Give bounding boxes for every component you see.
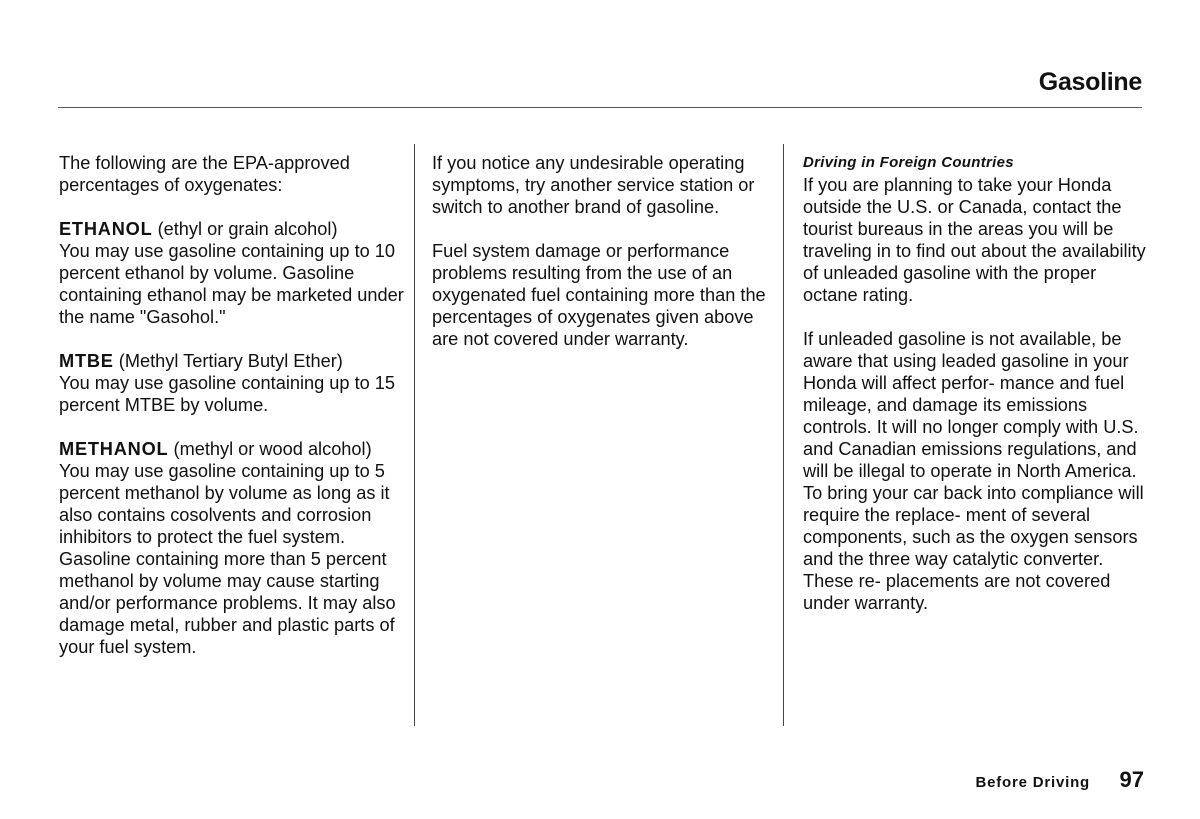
column-foreign-countries — [803, 152, 1148, 614]
warranty-paragraph: Fuel system damage or performance problems resulting from the use of an oxygenated fuel containing more than the percentages of oxygenates given above are not covered under warranty. — [432, 241, 766, 349]
mtbe-qualifier: (Methyl Tertiary Butyl Ether) — [113, 351, 343, 371]
methanol-entry — [59, 438, 409, 658]
foreign-countries-subhead: Driving in Foreign Countries — [803, 154, 1014, 171]
ethanol-qualifier: (ethyl or grain alcohol) — [152, 219, 338, 239]
page-number: 97 — [1119, 767, 1144, 792]
column-divider-left — [414, 144, 415, 726]
mtbe-entry — [59, 350, 409, 416]
footer-section-name: Before Driving — [975, 774, 1090, 791]
ethanol-entry — [59, 218, 409, 328]
mtbe-body: You may use gasoline containing up to 15 percent MTBE by volume. — [59, 373, 396, 415]
column-divider-right — [783, 144, 784, 726]
symptoms-paragraph: If you notice any undesirable operating symptoms, try another service station or switch to another brand of gasoline. — [432, 153, 755, 217]
ethanol-body: You may use gasoline containing up to 10 percent ethanol by volume. Gasoline containing ethanol may be marketed under the name "Gasohol." — [59, 241, 404, 327]
mtbe-term: MTBE — [59, 351, 114, 371]
methanol-qualifier: (methyl or wood alcohol) — [168, 439, 372, 459]
column-symptoms — [432, 152, 777, 350]
title-rule — [58, 107, 1142, 108]
leaded-gasoline-paragraph: If unleaded gasoline is not available, be aware that using leaded gasoline in your Honda will affect perfor- mance and fuel mileage, and damage its emissions controls. It will no longer comply with U.S. and Canadian emissions regulations, and will be illegal to operate in North America. To bring your car back into compliance will require the replace- ment of several components, such as the oxygen sensors and the three way catalytic converter. These re- placements are not covered under warranty. — [803, 329, 1144, 613]
methanol-body: You may use gasoline containing up to 5 percent methanol by volume as long as it also contains cosolvents and corrosion inhibitors to protect the fuel system. Gasoline containing more than 5 percent methanol by volume may cause starting and/or performance problems. It may also damage metal, rubber and plastic parts of your fuel system. — [59, 461, 396, 657]
planning-paragraph: If you are planning to take your Honda outside the U.S. or Canada, contact the tourist bureaus in the areas you will be traveling in to find out about the availability of unleaded gasoline with the proper octane rating. — [803, 175, 1146, 305]
column-oxygenates — [59, 152, 409, 658]
ethanol-term: ETHANOL — [59, 219, 153, 239]
page-title: Gasoline — [1038, 68, 1142, 96]
methanol-term: METHANOL — [59, 439, 169, 459]
intro-paragraph: The following are the EPA-approved percentages of oxygenates: — [59, 153, 350, 195]
